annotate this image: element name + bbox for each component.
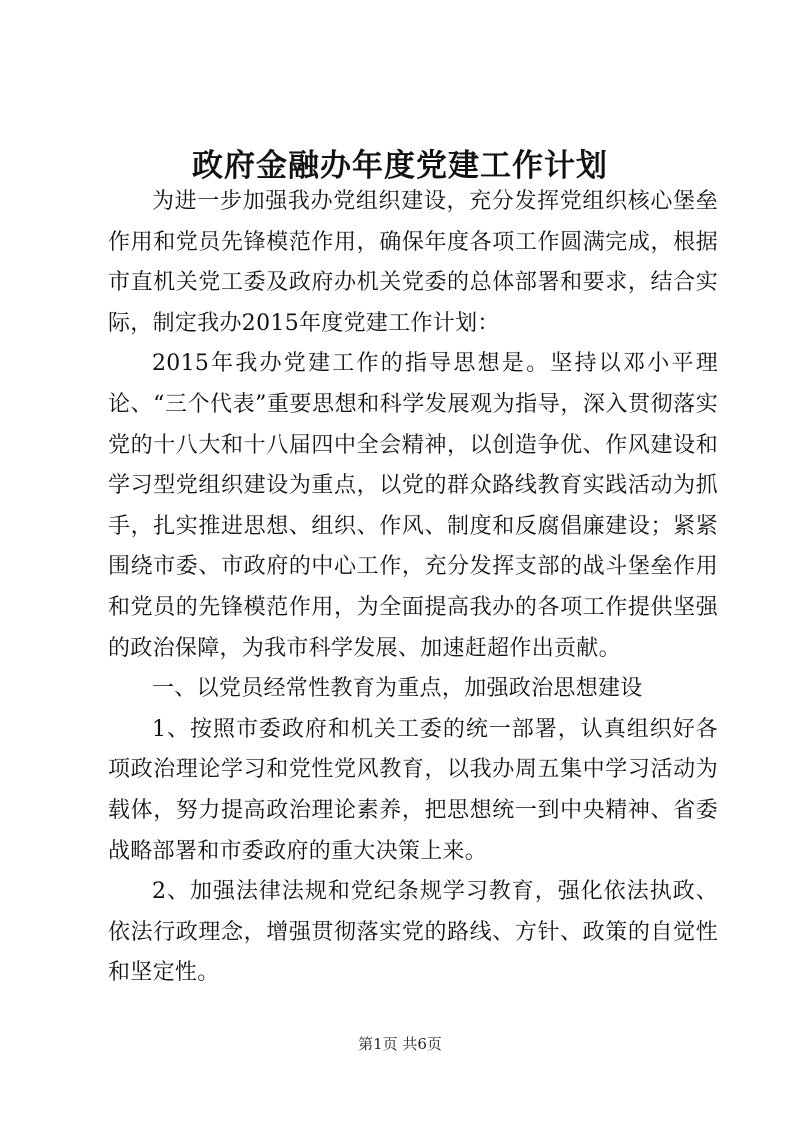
document-body — [108, 182, 718, 994]
paragraph-guiding-ideology: 2015年我办党建工作的指导思想是。坚持以邓小平理论、“三个代表”重要思想和科学发展观为指导，深入贯彻落实党的十八大和十八届四中全会精神，以创造争优、作风建设和学习型党组织建设为重点，以党的群众路线教育实践活动为抓手，扎实推进思想、组织、作风、制度和反腐倡廉建设；紧紧围绕市委、市政府的中心工作，充分发挥支部的战斗堡垒作用和党员的先锋模范作用，为全面提高我办的各项工作提供坚强的政治保障，为我市科学发展、加速赶超作出贡献。 — [108, 351, 718, 661]
paragraph-item-2: 2、加强法律法规和党纪条规学习教育，强化依法执政、依法行政理念，增强贯彻落实党的路线、方针、政策的自觉性和坚定性。 — [108, 879, 718, 986]
paragraph-item-1: 1、按照市委政府和机关工委的统一部署，认真组织好各项政治理论学习和党性党风教育，以我办周五集中学习活动为载体，努力提高政治理论素养，把思想统一到中央精神、省委战略部署和市委政府的重大决策上来。 — [108, 716, 718, 864]
section-heading-1: 一、以党员经常性教育为重点，加强政治思想建设 — [152, 676, 643, 702]
paragraph-intro: 为进一步加强我办党组织建设，充分发挥党组织核心堡垒作用和党员先锋模范作用，确保年度各项工作圆满完成，根据市直机关党工委及政府办机关党委的总体部署和要求，结合实际，制定我办2015年度党建工作计划： — [108, 189, 718, 336]
page-number-footer: 第1页 共6页 — [358, 1035, 442, 1053]
document-title: 政府金融办年度党建工作计划 — [192, 148, 608, 184]
